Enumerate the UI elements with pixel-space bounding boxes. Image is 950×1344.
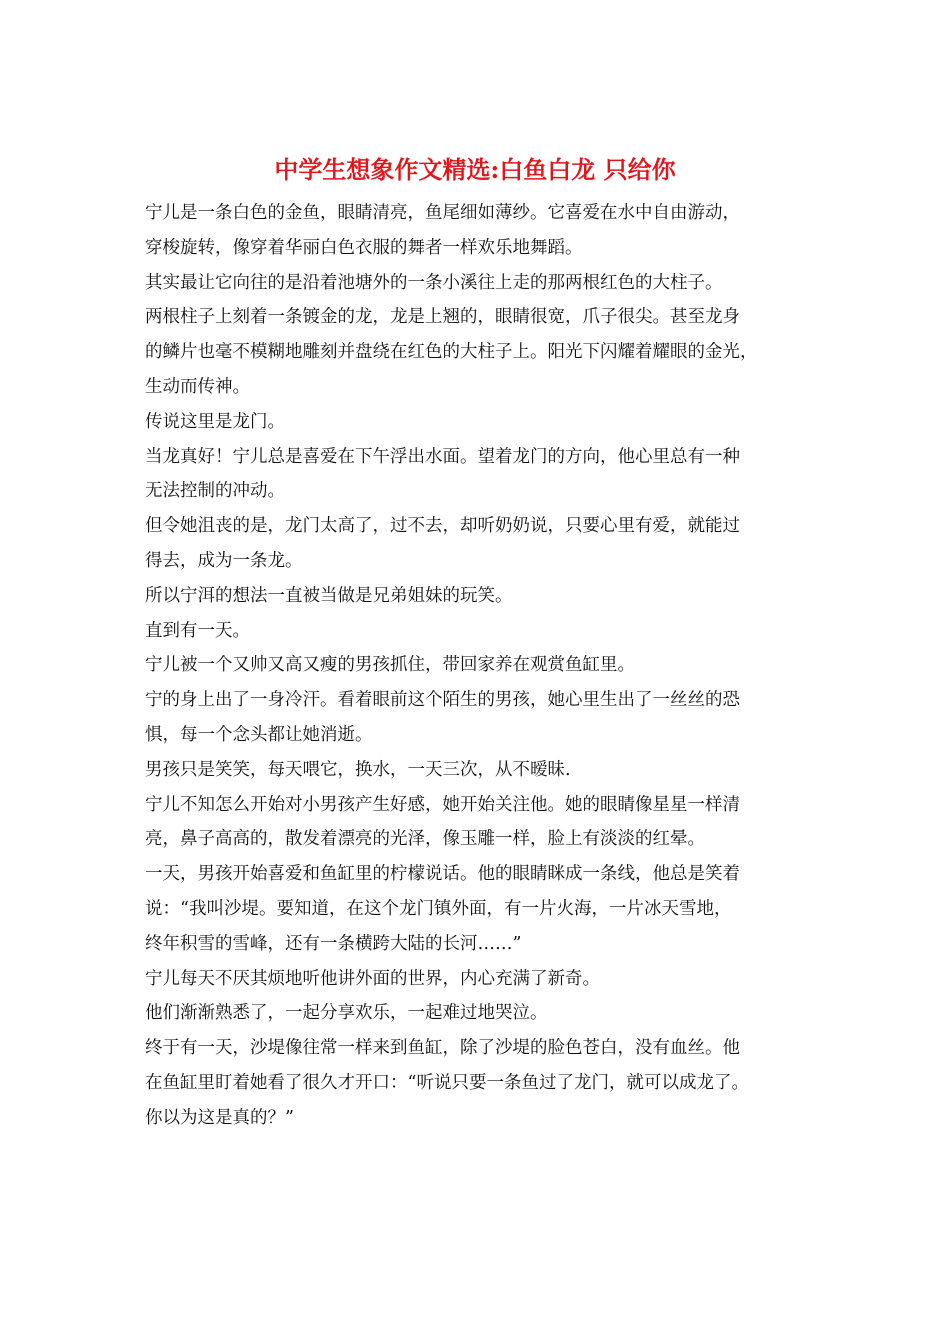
paragraph-line: 说：“我叫沙堤。要知道，在这个龙门镇外面，有一片火海，一片冰天雪地， xyxy=(145,898,732,919)
paragraph xyxy=(145,1031,810,1135)
paragraph-line: 宁儿不知怎么开始对小男孩产生好感，她开始关注他。她的眼睛像星星一样清 xyxy=(145,794,740,815)
paragraph xyxy=(145,857,810,961)
paragraph xyxy=(145,614,810,649)
paragraph xyxy=(145,300,810,404)
paragraph-line: 你以为这是真的？” xyxy=(145,1107,294,1128)
paragraph xyxy=(145,996,810,1031)
paragraph-line: 当龙真好！宁儿总是喜爱在下午浮出水面。望着龙门的方向，他心里总有一种 xyxy=(145,446,740,467)
paragraph-line: 宁儿是一条白色的金鱼，眼睛清亮，鱼尾细如薄纱。它喜爱在水中自由游动， xyxy=(145,203,740,223)
paragraph-line: 但令她沮丧的是，龙门太高了，过不去，却听奶奶说，只要心里有爱，就能过 xyxy=(145,516,740,537)
paragraph xyxy=(145,405,810,440)
paragraph-line: 穿梭旋转，像穿着华丽白色衣服的舞者一样欢乐地舞蹈。 xyxy=(145,237,583,258)
paragraph-line: 其实最让它向往的是沿着池塘外的一条小溪往上走的那两根红色的大柱子。 xyxy=(145,272,723,293)
paragraph xyxy=(145,753,810,788)
paragraph-line: 他们渐渐熟悉了，一起分享欢乐，一起难过地哭泣。 xyxy=(145,1003,548,1024)
document-title: 中学生想象作文精选:白鱼白龙 只给你 xyxy=(274,155,676,184)
paragraph xyxy=(145,440,810,510)
paragraph-line: 亮，鼻子高高的，散发着漂亮的光泽，像玉雕一样，脸上有淡淡的红晕。 xyxy=(145,829,705,850)
paragraph-line: 男孩只是笑笑，每天喂它，换水，一天三次，从不暧昧. xyxy=(145,759,571,780)
paragraph-line: 两根柱子上刻着一条镀金的龙，龙是上翘的，眼睛很宽，爪子很尖。甚至龙身 xyxy=(145,307,740,328)
paragraph-line: 宁的身上出了一身冷汗。看着眼前这个陌生的男孩，她心里生出了一丝丝的恐 xyxy=(145,690,740,711)
paragraph-line: 传说这里是龙门。 xyxy=(145,411,285,432)
document-body xyxy=(145,196,810,1136)
paragraph-line: 的鳞片也毫不模糊地雕刻并盘绕在红色的大柱子上。阳光下闪耀着耀眼的金光， xyxy=(145,342,758,363)
paragraph-line: 得去，成为一条龙。 xyxy=(145,550,303,571)
paragraph xyxy=(145,962,810,997)
paragraph xyxy=(145,196,810,266)
paragraph-line: 宁儿被一个又帅又高又瘦的男孩抓住，带回家养在观赏鱼缸里。 xyxy=(145,655,635,676)
paragraph xyxy=(145,266,810,301)
paragraph-line: 在鱼缸里盯着她看了很久才开口：“听说只要一条鱼过了龙门，就可以成龙了。 xyxy=(145,1072,749,1093)
paragraph-line: 直到有一天。 xyxy=(145,620,250,641)
paragraph-line: 一天，男孩开始喜爱和鱼缸里的柠檬说话。他的眼睛眯成一条线，他总是笑着 xyxy=(145,864,740,885)
paragraph-line: 生动而传神。 xyxy=(145,376,250,397)
paragraph-line: 所以宁洱的想法一直被当做是兄弟姐妹的玩笑。 xyxy=(145,585,513,606)
paragraph-line: 宁儿每天不厌其烦地听他讲外面的世界，内心充满了新奇。 xyxy=(145,968,600,989)
paragraph xyxy=(145,648,810,683)
paragraph xyxy=(145,683,810,753)
paragraph-line: 无法控制的冲动。 xyxy=(145,481,285,502)
paragraph-line: 终于有一天，沙堤像往常一样来到鱼缸，除了沙堤的脸色苍白，没有血丝。他 xyxy=(145,1038,740,1059)
paragraph xyxy=(145,579,810,614)
paragraph-line: 惧，每一个念头都让她消逝。 xyxy=(145,724,373,745)
paragraph xyxy=(145,788,810,858)
paragraph xyxy=(145,509,810,579)
paragraph-line: 终年积雪的雪峰，还有一条横跨大陆的长河……” xyxy=(145,933,522,954)
